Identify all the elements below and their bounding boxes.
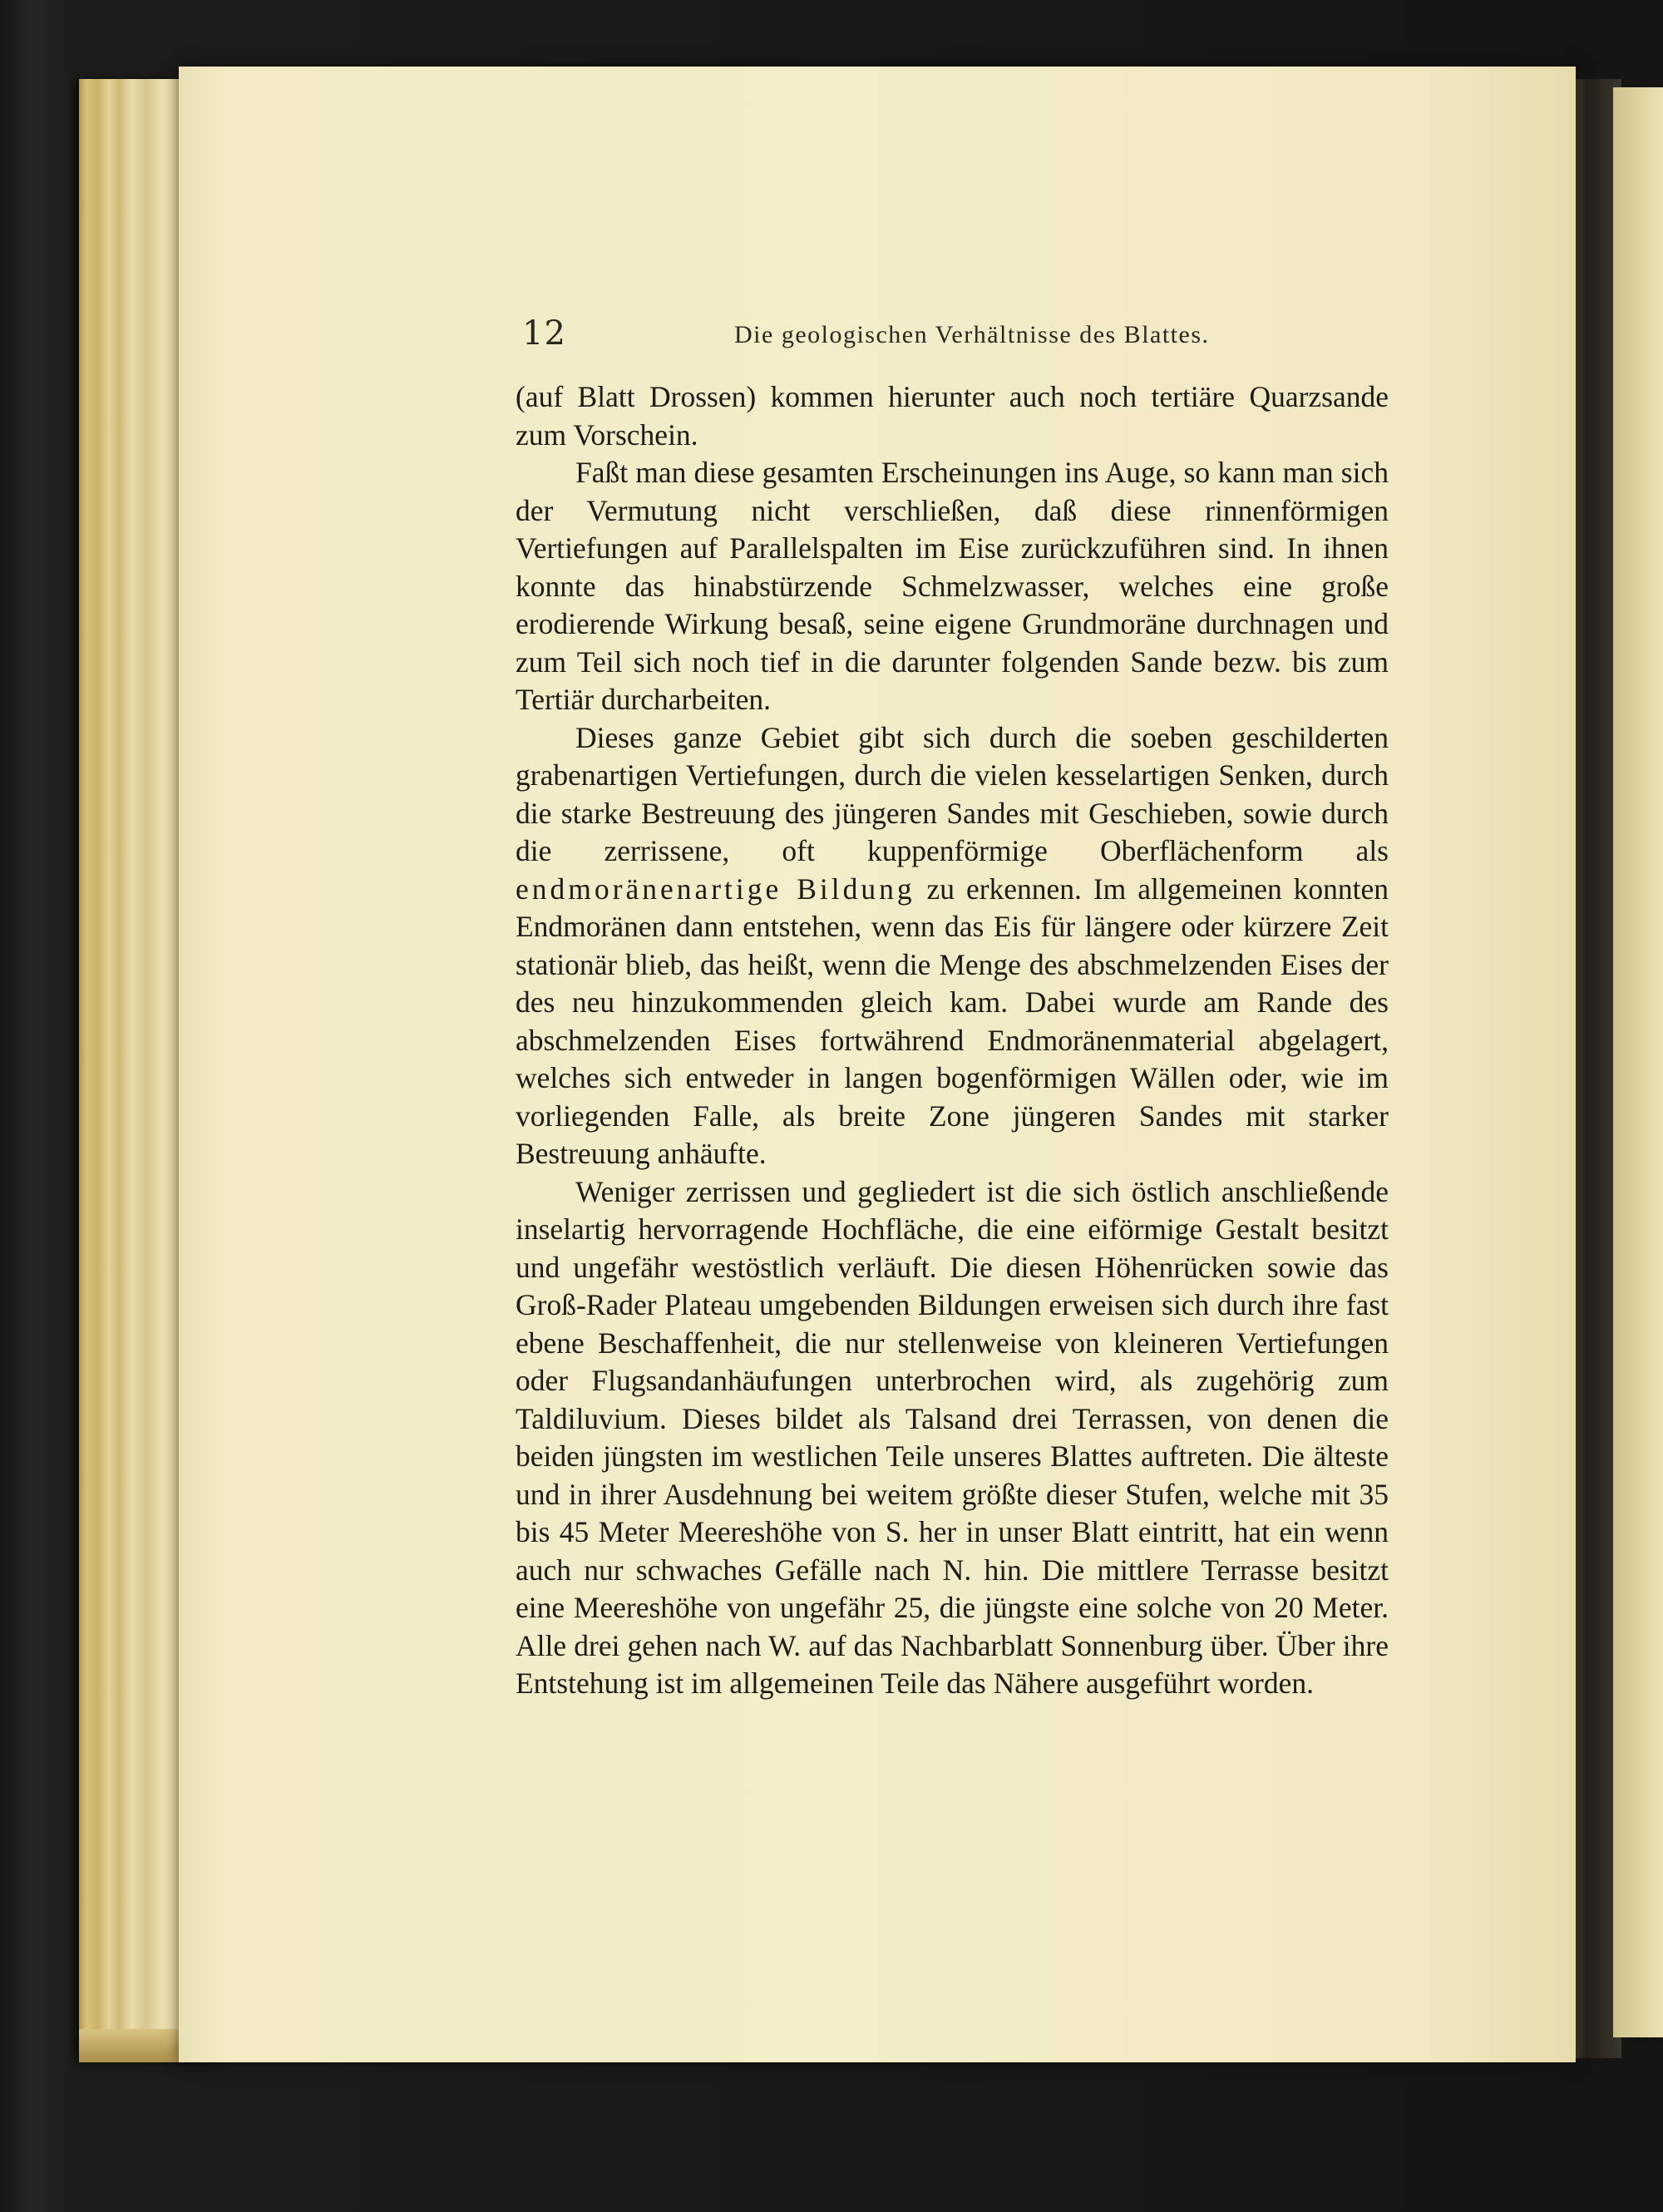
paragraph-1: (auf Blatt Drossen) kommen hierunter auch noch tertiäre Quarzsande zum Vorschein. [516, 380, 1389, 452]
paragraph-3-before: Dieses ganze Gebiet gibt sich durch die soeben geschilderten grabenartigen Vertiefungen, durch die vielen kesselartigen Senken, durch die starke Bestreuung des jüngeren Sandes mit Geschieben, sowie durch die zerrissene, oft kuppenförmige Oberflächenform als [516, 720, 1389, 867]
paragraph-3-after: zu erkennen. Im allgemeinen konnten Endmoränen dann entstehen, wenn das Eis für längere oder kürzere Zeit stationär blieb, das heißt, wenn die Menge des abschmelzenden Eises der des neu hinzukommenden gleich kam. Dabei wurde am Rande des abschmelzenden Eises fortwährend Endmoränenmaterial abgelagert, welches sich entweder in langen bogenförmigen Wällen oder, wie im vorliegenden Falle, als breite Zone jüngeren Sandes mit starker Bestreuung anhäufte. [516, 871, 1389, 1170]
paragraph-3-emphasis: endmoränenartige Bildung [516, 871, 915, 906]
paragraph-2: Faßt man diese gesamten Erscheinungen ins Auge, so kann man sich der Vermutung nicht verschließen, daß diese rinnenförmigen Vertiefungen auf Parallelspalten im Eise zurückzuführen sind. In ihnen konnte das hinabstürzende Schmelzwasser, welches eine große erodierende Wirkung besaß, seine eigene Grundmoräne durchnagen und zum Teil sich noch tief in die darunter folgenden Sande bezw. bis zum Tertiär durcharbeiten. [516, 456, 1389, 716]
facing-page-edge [1613, 87, 1663, 2037]
page-number: 12 [522, 314, 566, 353]
running-head [522, 314, 1374, 358]
paragraph-3 [516, 719, 1389, 1173]
body-text [516, 378, 1389, 1703]
running-head-title: Die geologischen Verhältnisse des Blattes. [734, 321, 1210, 348]
paragraph-4: Weniger zerrissen und gegliedert ist die sich östlich anschließende inselartig hervorragende Hochfläche, die eine eiförmige Gestalt besitzt und ungefähr westöstlich verläuft. Die diesen Höhenrücken sowie das Groß-Rader Plateau umgebenden Bildungen erweisen sich durch ihre fast ebene Beschaffenheit, die nur stellenweise von kleineren Vertiefungen oder Flugsandanhäufungen unterbrochen wird, als zugehörig zum Taldiluvium. Dieses bildet als Talsand drei Terrassen, von denen die beiden jüngsten im westlichen Teile unseres Blattes auftreten. Die älteste und in ihrer Ausdehnung bei weitem größte dieser Stufen, welche mit 35 bis 45 Meter Meereshöhe von S. her in unser Blatt eintritt, hat ein wenn auch nur schwaches Gefälle nach N. hin. Die mittlere Terrasse besitzt eine Meereshöhe von ungefähr 25, die jüngste eine solche von 20 Meter. Alle drei gehen nach W. auf das Nachbarblatt Sonnenburg über. Über ihre Entstehung ist im allgemeinen Teile das Nähere ausgeführt worden. [516, 1174, 1389, 1700]
